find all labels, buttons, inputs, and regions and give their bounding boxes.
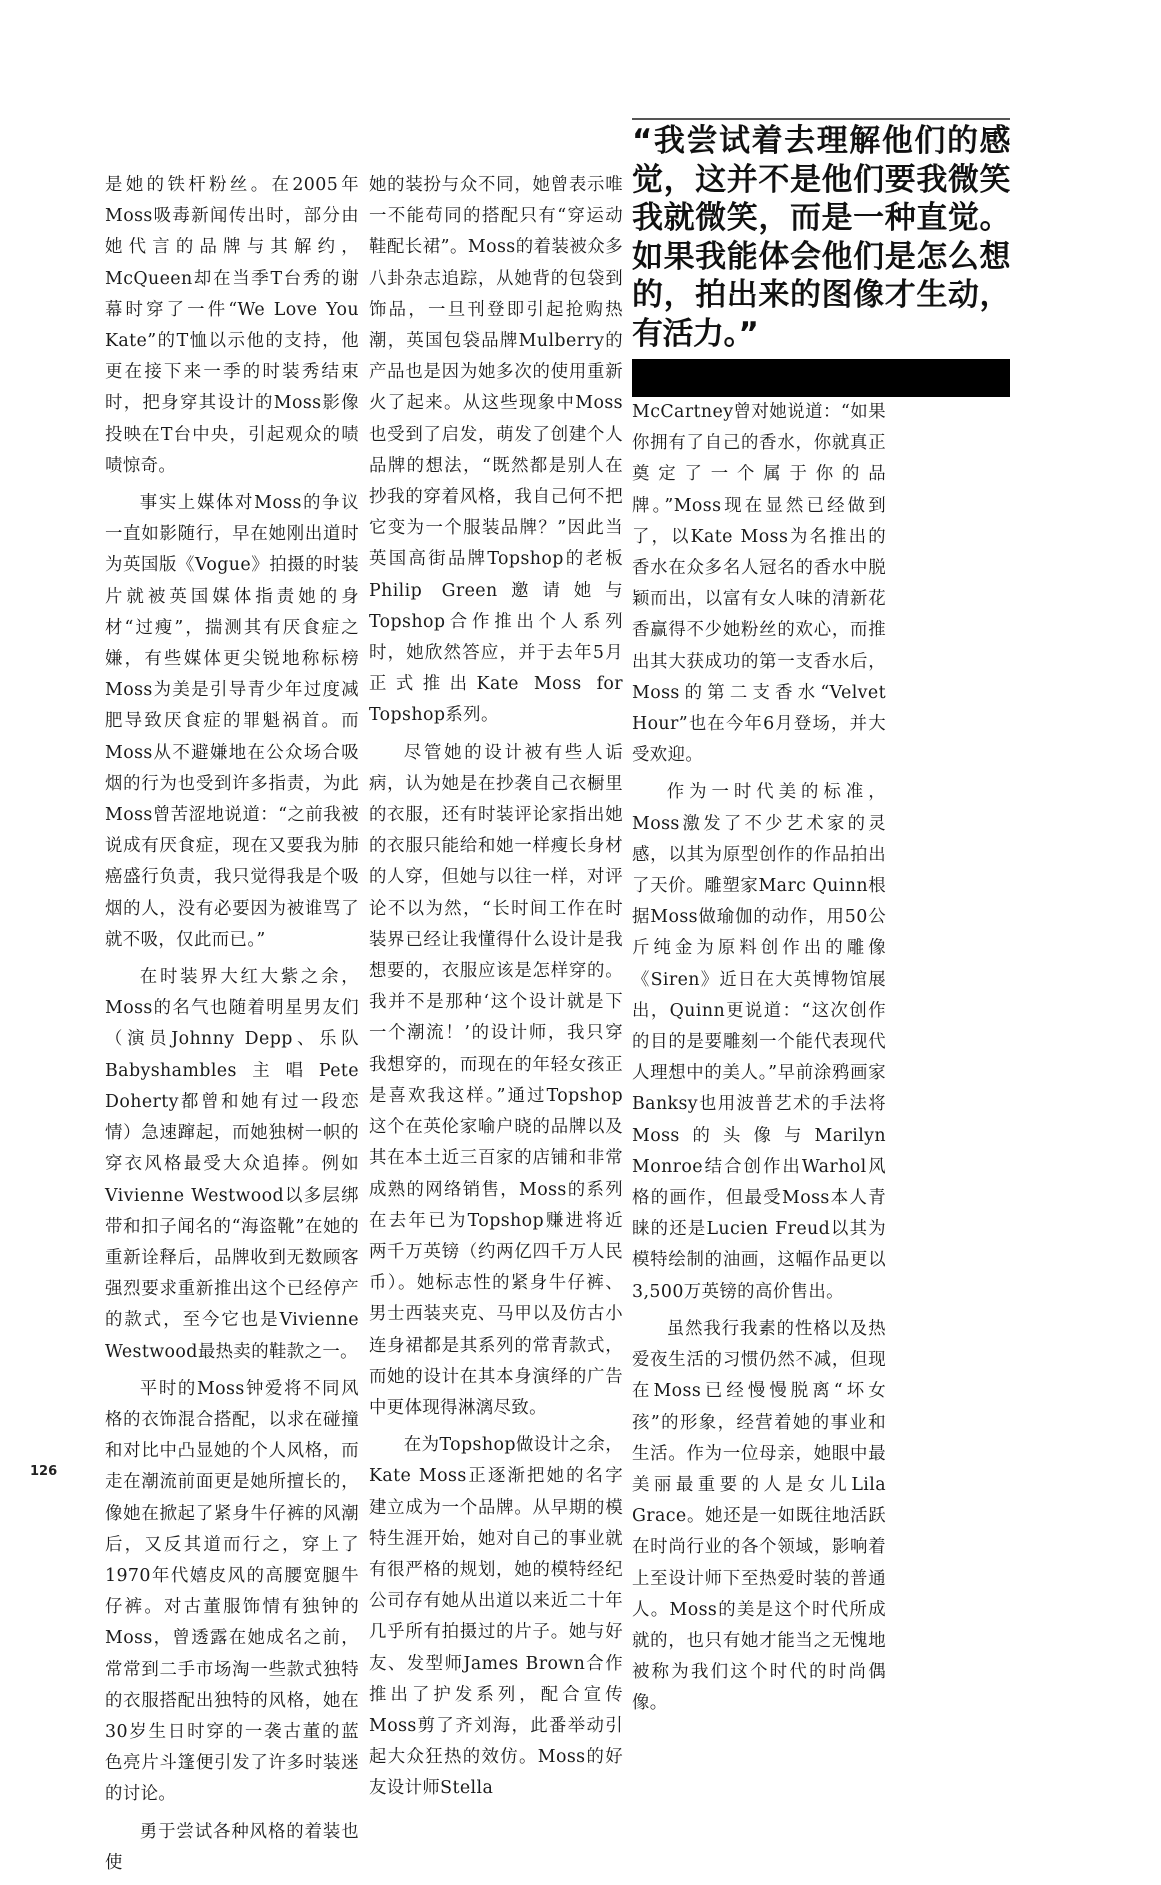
paragraph: 在为Topshop做设计之余，Kate Moss正逐渐把她的名字建立成为一个品牌。从早期的模特生涯开始，她对自己的事业就有很严格的规划，她的模特经纪公司存有她从出道以来近二十年几乎所有拍摄过的片子。她与好友、发型师James Brown合作推出了护发系列，配合宣传Moss剪了齐刘海，此番举动引起大众狂热的效仿。Moss的好友设计师Stella bbox=[369, 1435, 623, 1799]
quote-top-rule bbox=[632, 118, 1010, 120]
page-number: 126 bbox=[30, 1464, 58, 1479]
paragraph: McCartney曾对她说道：“如果你拥有了自己的香水，你就真正奠定了一个属于你的品牌。”Moss现在显然已经做到了，以Kate Moss为名推出的香水在众多名人冠名的香水中脱颖而出，以富有女人味的清新花香赢得不少她粉丝的欢心，而推出其大获成功的第一支香水后，Moss的第二支香水“Velvet Hour”也在今年6月登场，并大受欢迎。 bbox=[632, 402, 886, 766]
article-column-3 bbox=[632, 397, 886, 1726]
paragraph: 尽管她的设计被有些人诟病，认为她是在抄袭自己衣橱里的衣服，还有时装评论家指出她的衣服只能给和她一样瘦长身材的人穿，但她与以往一样，对评论不以为然，“长时间工作在时装界已经让我懂得什么设计是我想要的，衣服应该是怎样穿的。我并不是那种‘这个设计就是下一个潮流！’的设计师，我只穿我想穿的，而现在的年轻女孩正是喜欢我这样。”通过Topshop这个在英伦家喻户晓的品牌以及其在本土近三百家的店铺和非常成熟的网络销售，Moss的系列在去年已为Topshop赚进将近两千万英镑（约两亿四千万人民币）。她标志性的紧身牛仔裤、男士西装夹克、马甲以及仿古小连身裙都是其系列的常青款式，而她的设计在其本身演绎的广告中更体现得淋漓尽致。 bbox=[369, 742, 623, 1418]
paragraph: 她的装扮与众不同，她曾表示唯一不能苟同的搭配只有“穿运动鞋配长裙”。Moss的着装被众多八卦杂志追踪，从她背的包袋到饰品，一旦刊登即引起抢购热潮，英国包袋品牌Mulberry的产品也是因为她多次的使用重新火了起来。从这些现象中Moss也受到了启发，萌发了创建个人品牌的想法，“既然都是别人在抄我的穿着风格，我自己何不把它变为一个服装品牌？”因此当英国高街品牌Topshop的老板Philip Green邀请她与Topshop合作推出个人系列时，她欣然答应，并于去年5月正式推出Kate Moss for Topshop系列。 bbox=[369, 175, 623, 726]
paragraph: 作为一时代美的标准，Moss激发了不少艺术家的灵感，以其为原型创作的作品拍出了天价。雕塑家Marc Quinn根据Moss做瑜伽的动作，用50公斤纯金为原料创作出的雕像《Siren》近日在大英博物馆展出，Quinn更说道：“这次创作的目的是要雕刻一个能代表现代人理想中的美人。”早前涂鸦画家Banksy也用波普艺术的手法将Moss的头像与Marilyn Monroe结合创作出Warhol风格的画作，但最受Moss本人青睐的还是Lucien Freud以其为模特绘制的油画，这幅作品更以3,500万英镑的高价售出。 bbox=[632, 782, 886, 1302]
paragraph: 是她的铁杆粉丝。在2005年Moss吸毒新闻传出时，部分由她代言的品牌与其解约，McQueen却在当季T台秀的谢幕时穿了一件“We Love You Kate”的T恤以示他的支持，他更在接下来一季的时装秀结束时，把身穿其设计的Moss影像投映在T台中央，引起观众的啧啧惊奇。 bbox=[105, 175, 359, 476]
pull-quote bbox=[632, 118, 1010, 397]
paragraph: 平时的Moss钟爱将不同风格的衣饰混合搭配，以求在碰撞和对比中凸显她的个人风格，而走在潮流前面更是她所擅长的，像她在掀起了紧身牛仔裤的风潮后，又反其道而行之，穿上了1970年代嬉皮风的高腰宽腿牛仔裤。对古董服饰情有独钟的Moss，曾透露在她成名之前，常常到二手市场淘一些款式独特的衣服搭配出独特的风格，她在30岁生日时穿的一袭古董的蓝色亮片斗篷便引发了许多时装迷的讨论。 bbox=[105, 1378, 359, 1805]
paragraph: 勇于尝试各种风格的着装也使 bbox=[105, 1821, 359, 1873]
pull-quote-text: “我尝试着去理解他们的感觉，这并不是他们要我微笑我就微笑，而是一种直觉。如果我能体会他们是怎么想的，拍出来的图像才生动，有活力。” bbox=[632, 123, 1010, 352]
paragraph: 事实上媒体对Moss的争议一直如影随行，早在她刚出道时为英国版《Vogue》拍摄的时装片就被英国媒体指责她的身材“过瘦”，揣测其有厌食症之嫌，有些媒体更尖锐地称标榜Moss为美是引导青少年过度减肥导致厌食症的罪魁祸首。而Moss从不避嫌地在公众场合吸烟的行为也受到许多指责，为此Moss曾苦涩地说道：“之前我被说成有厌食症，现在又要我为肺癌盛行负责，我只觉得我是个吸烟的人，没有必要因为被谁骂了就不吸，仅此而已。” bbox=[105, 493, 359, 950]
quote-black-bar bbox=[632, 359, 1010, 397]
paragraph: 虽然我行我素的性格以及热爱夜生活的习惯仍然不减，但现在Moss已经慢慢脱离“坏女孩”的形象，经营着她的事业和生活。作为一位母亲，她眼中最美丽最重要的人是女儿Lila Grace。她还是一如既往地活跃在时尚行业的各个领域，影响着上至设计师下至热爱时装的普通人。Moss的美是这个时代所成就的，也只有她才能当之无愧地被称为我们这个时代的时尚偶像。 bbox=[632, 1318, 886, 1714]
article-column-1 bbox=[105, 170, 359, 1885]
article-column-2 bbox=[369, 170, 623, 1811]
paragraph: 在时装界大红大紫之余，Moss的名气也随着明星男友们（演员Johnny Depp、乐队Babyshambles主唱Pete Doherty都曾和她有过一段恋情）急速蹿起，而她独树一帜的穿衣风格最受大众追捧。例如Vivienne Westwood以多层绑带和扣子闻名的“海盗靴”在她的重新诠释后，品牌收到无数顾客强烈要求重新推出这个已经停产的款式，至今它也是Vivienne Westwood最热卖的鞋款之一。 bbox=[105, 967, 359, 1362]
